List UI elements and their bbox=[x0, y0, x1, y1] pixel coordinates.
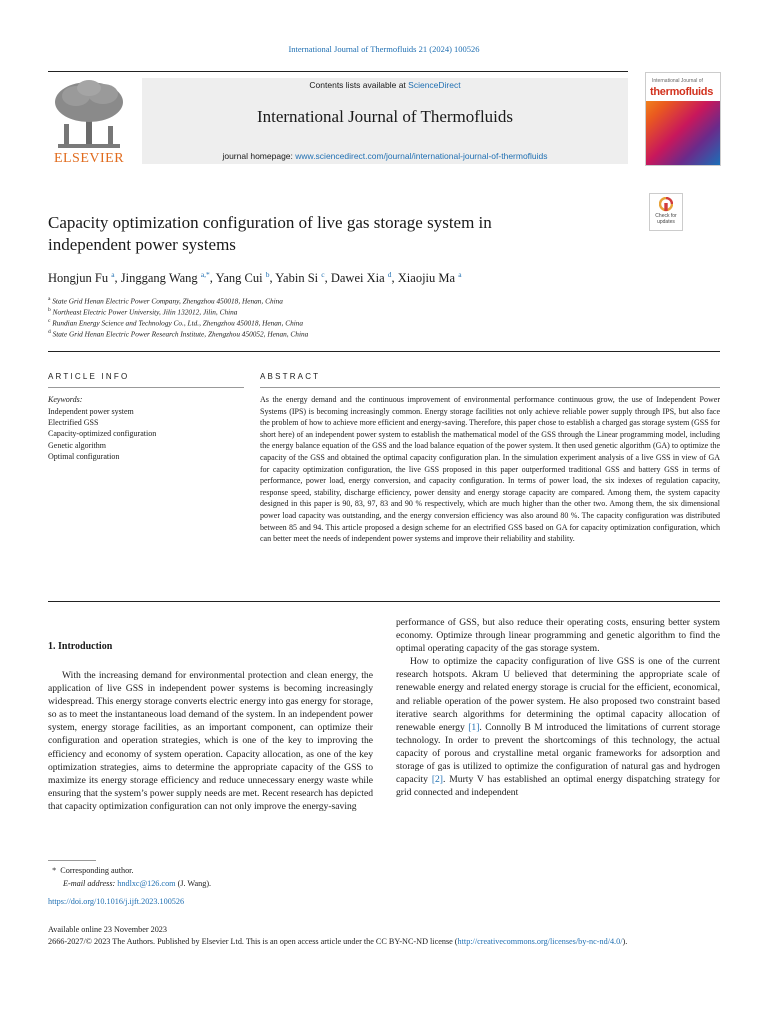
doi-link[interactable]: https://doi.org/10.1016/j.ijft.2023.100526 bbox=[48, 897, 185, 906]
journal-reference[interactable]: International Journal of Thermofluids 21 (2024) 100526 bbox=[288, 44, 480, 54]
publication-info bbox=[48, 924, 720, 947]
check-updates-label: Check for updates bbox=[655, 213, 677, 225]
author-list: Hongjun Fu $^a$, Jinggang Wang $^{a,*}$, Yang Cui $^b$, Yabin Si $^c$, Dawei Xia $^d$, Xiaojiu Ma $^a$ bbox=[48, 270, 462, 286]
journal-homepage bbox=[142, 151, 628, 161]
intro-right-column bbox=[396, 616, 720, 799]
introduction-heading: 1. Introduction bbox=[48, 641, 113, 652]
reference-link[interactable]: [1] bbox=[468, 721, 480, 733]
contents-line bbox=[142, 80, 628, 90]
abstract-text: As the energy demand and the continuous improvement of environmental performance continuous grow, the use of Independent Power Systems (IPS) is becoming increasingly common. Energy storage facilities not only achieve reliable power supply through IPS, but also face the problem of how to achieve more efficient and energy-saving. Therefore, this paper chose to establish a charged gas storage system (GSS for short here) of an independent power system to establish the mathematical model of the GSS through the Linear programming model, including the energy balance equation of the GSS and the load balance equation of the power system. It then used genetic algorithm (GA) to optimize the capacity of the GSS and obtained the optimal capacity configuration plan. In the simulation experiment analysis of a live GSS in view of GA for capacity optimization configuration, the live GSS proposed in this paper outperformed traditional GSS and battery GSS in terms of performance, power load, energy conversion, and capacity configuration. In terms of power load, the six indexes of regulation capacity, response speed, stability, discharge efficiency, power density and energy storage capacity are compared. Among them, the system capacity designed in this paper is 90, 83, 97, 83 and 90 % respectively, which are much higher than the other two. Among them, the six dimensional power load capacity was outstanding, and the energy conversion efficiency was also around 80 %. The capacity configuration was distributed between 85 and 94. This article proposed a design scheme for an electrified GSS based on GA for capacity optimization configuration, which can better meet the needs of independent power systems and improve their reliability and stability. bbox=[260, 395, 720, 544]
intro-paragraph: performance of GSS, but also reduce their operating costs, ensuring better system economy. Optimize through linear programming and genetic algorithm to find the optimal operating capacity of the gas storage system. bbox=[396, 617, 720, 655]
keywords-label: Keywords: bbox=[48, 395, 83, 404]
elsevier-wordmark: ELSEVIER bbox=[53, 151, 125, 166]
article-info-heading: ARTICLE INFO bbox=[48, 372, 130, 381]
intro-paragraph: With the increasing demand for environmental protection and clean energy, the application of live GSS in independent power systems is becoming increasingly widespread. This energy storage converts electric energy into gas energy for storage, so as to meet the instantaneous load demand of the system. In an independent power system, energy storage facilities, as an important component, can optimize their configuration and operation strategies, which is one of the key to improving the efficiency and economy of system operation. Capacity allocation, as one of the key optimization strategies, aims to determine the appropriate capacity of the GSS to maximize its energy storage efficiency and reduce unnecessary energy waste while ensuring that the system’s power supply needs are met. Recent research has depicted that capacity optimization configuration can not only improve the energy-saving bbox=[48, 670, 373, 812]
author-affil-marker[interactable]: a bbox=[111, 270, 115, 279]
abstract-heading: ABSTRACT bbox=[260, 372, 321, 381]
author-name[interactable]: Yang Cui bbox=[215, 271, 263, 286]
header-rule bbox=[48, 71, 628, 72]
license-text: 2666-2027/© 2023 The Authors. Published by Elsevier Ltd. This is an open access article under the CC BY-NC-ND license (http://creativecommons.org/licenses/by-nc-nd/4.0/). bbox=[48, 936, 628, 946]
journal-cover-image[interactable] bbox=[645, 72, 721, 166]
keyword: Independent power system bbox=[48, 407, 134, 416]
keyword: Electrified GSS bbox=[48, 418, 99, 428]
keyword: Capacity-optimized configuration bbox=[48, 429, 157, 439]
author-name[interactable]: Dawei Xia bbox=[330, 271, 385, 286]
author-affil-marker[interactable]: b bbox=[265, 270, 270, 279]
footnote-rule bbox=[48, 860, 96, 861]
affiliation: $^a$ State Grid Henan Electric Power Company, Zhengzhou 450018, Henan, China bbox=[48, 296, 283, 306]
corresponding-author-note: * Corresponding author. bbox=[48, 866, 134, 875]
journal-title: International Journal of Thermofluids bbox=[256, 107, 514, 126]
author-name[interactable]: Xiaojiu Ma bbox=[397, 271, 456, 286]
section-rule bbox=[48, 351, 720, 352]
email-note: E-mail address: hndlxc@126.com (J. Wang). bbox=[63, 879, 212, 888]
license-link[interactable]: http://creativecommons.org/licenses/by-nc-nd/4.0/ bbox=[457, 936, 623, 946]
author-affil-marker[interactable]: c bbox=[321, 270, 325, 279]
abstract-rule bbox=[260, 387, 720, 388]
article-title: Capacity optimization configuration of live gas storage system in independent power systems bbox=[48, 213, 492, 254]
intro-left-column bbox=[48, 669, 373, 813]
author-affil-marker[interactable]: d bbox=[387, 270, 392, 279]
author-affil-marker[interactable]: a bbox=[458, 270, 462, 279]
homepage-label: journal homepage: bbox=[222, 151, 296, 161]
keyword: Genetic algorithm bbox=[48, 440, 106, 450]
check-updates-icon bbox=[659, 197, 673, 212]
affiliation: $^c$ Rundian Energy Science and Technology Co., Ltd., Zhengzhou 450018, Henan, China bbox=[48, 318, 304, 328]
cover-small-text: International Journal of bbox=[652, 78, 703, 84]
keyword: Optimal configuration bbox=[48, 451, 120, 461]
article-info-rule bbox=[48, 387, 244, 388]
affiliation: $^b$ Northeast Electric Power University, Jilin 132012, Jilin, China bbox=[48, 307, 238, 317]
author-affil-marker[interactable]: a,* bbox=[200, 270, 210, 279]
sciencedirect-link[interactable]: ScienceDirect bbox=[408, 80, 461, 90]
check-for-updates-button[interactable] bbox=[649, 193, 683, 231]
affiliation: $^d$ State Grid Henan Electric Power Research Institute, Zhengzhou 450052, Henan, China bbox=[48, 329, 309, 339]
intro-paragraph: How to optimize the capacity configuration of live GSS is one of the current research hotspots. Akram U believed that determining the appropriate scale of renewable energy and related energy storage is crucial for the efficient, economical, and reliable operation of the power system. He also proposed two constraint based iterative search algorithms for determining the optimal capacity allocation of renewable energy [1]. Connolly B M introduced the limitations of current storage technology. In order to prevent the shortcomings of this technology, the actual capacity of porous and crystalline metal organic frameworks for adsorption and storage of gas is utilized to optimize the configuration of natural gas and hydrogen capacity [2]. Murty V has established an optimal energy dispatching strategy for grid connected and independent bbox=[396, 656, 721, 799]
cover-title: thermofluids bbox=[650, 86, 714, 98]
abstract-bottom-rule bbox=[48, 601, 720, 602]
contents-prefix: Contents lists available at bbox=[309, 80, 409, 90]
available-online: Available online 23 November 2023 bbox=[48, 925, 167, 934]
author-name[interactable]: Hongjun Fu bbox=[48, 271, 109, 286]
keywords-list bbox=[48, 406, 156, 462]
homepage-link[interactable]: www.sciencedirect.com/journal/international-journal-of-thermofluids bbox=[295, 151, 548, 161]
author-name[interactable]: Jinggang Wang bbox=[120, 271, 198, 286]
email-link[interactable]: hndlxc@126.com bbox=[117, 879, 176, 888]
reference-link[interactable]: [2] bbox=[431, 774, 443, 786]
author-name[interactable]: Yabin Si bbox=[275, 271, 319, 286]
